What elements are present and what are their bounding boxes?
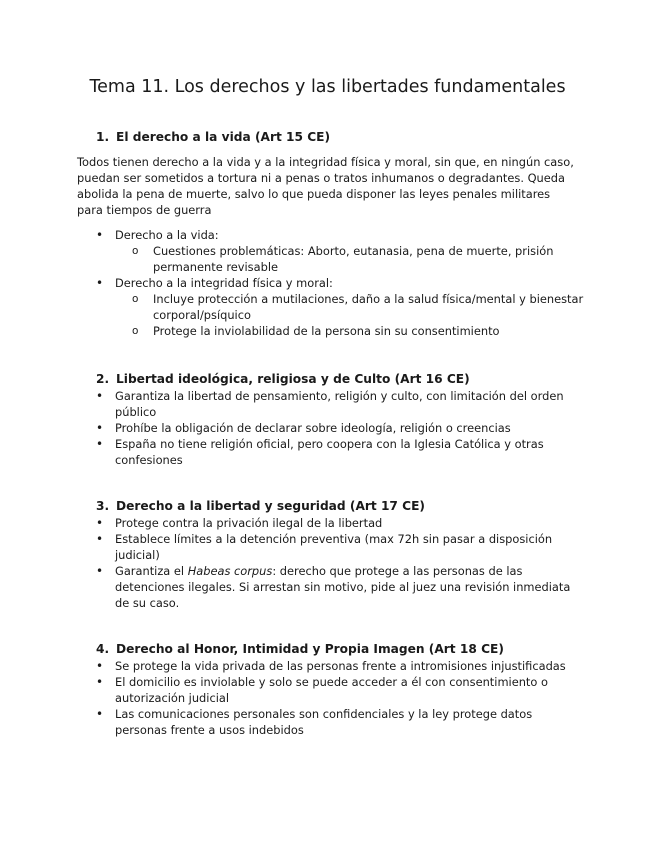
habeas-after: : derecho que protege a las personas de las detenciones ilegales. Si arrestan sin motivo, pide al juez una revisión inmediata de su caso. [115,564,571,610]
list-item: • Las comunicaciones personales son confidenciales y la ley protege datos personas frente a usos indebidos [96,706,586,738]
section-1-paragraph: Todos tienen derecho a la vida y a la integridad física y moral, sin que, en ningún caso, puedan ser sometidos a tortura ni a penas o tratos inhumanos o degradantes. Queda abolida la pena de muerte, salvo lo que pueda disponer las leyes penales militares para tiempos de guerra [77,155,574,217]
section-2-list [96,388,586,468]
list-item [96,227,586,275]
list-item-text: Derecho a la vida: [115,228,219,242]
list-item: • Garantiza la libertad de pensamiento, religión y culto, con limitación del orden público [96,388,586,420]
section-title: Derecho al Honor, Intimidad y Propia Imagen (Art 18 CE) [116,642,504,656]
list-item: • Se protege la vida privada de las personas frente a intromisiones injustificadas [96,658,586,674]
list-item [96,563,586,611]
section-number: 3. [96,499,110,513]
section-1-heading [96,130,330,144]
sub-list-item: o Protege la inviolabilidad de la persona sin su consentimiento [115,323,586,339]
section-title: Libertad ideológica, religiosa y de Culto (Art 16 CE) [116,372,470,386]
section-4-heading [96,642,504,656]
section-title: Derecho a la libertad y seguridad (Art 17 CE) [116,499,425,513]
list-item: • Prohíbe la obligación de declarar sobre ideología, religión o creencias [96,420,586,436]
section-2-heading [96,372,470,386]
list-item: • El domicilio es inviolable y solo se puede acceder a él con consentimiento o autorización judicial [96,674,586,706]
list-item: • Establece límites a la detención preventiva (max 72h sin pasar a disposición judicial) [96,531,586,563]
section-number: 2. [96,372,110,386]
habeas-before: Garantiza el [115,564,188,578]
section-number: 4. [96,642,110,656]
habeas-term: Habeas corpus [187,564,273,578]
page-title: Tema 11. Los derechos y las libertades fundamentales [89,77,566,97]
sub-list-item: o Incluye protección a mutilaciones, daño a la salud física/mental y bienestar corporal/psíquico [115,291,586,323]
section-3-list [96,515,586,611]
list-item [96,275,586,339]
section-4-list [96,658,586,738]
section-title: El derecho a la vida (Art 15 CE) [116,130,331,144]
sub-list-item: o Cuestiones problemáticas: Aborto, eutanasia, pena de muerte, prisión permanente revisable [115,243,586,275]
section-number: 1. [96,130,110,144]
list-item: • España no tiene religión oficial, pero coopera con la Iglesia Católica y otras confesiones [96,436,586,468]
list-item-text: Derecho a la integridad física y moral: [115,276,333,290]
section-1-list [96,227,586,339]
sub-list [115,291,586,339]
sub-list [115,243,586,275]
section-3-heading [96,499,425,513]
list-item: • Protege contra la privación ilegal de la libertad [96,515,586,531]
